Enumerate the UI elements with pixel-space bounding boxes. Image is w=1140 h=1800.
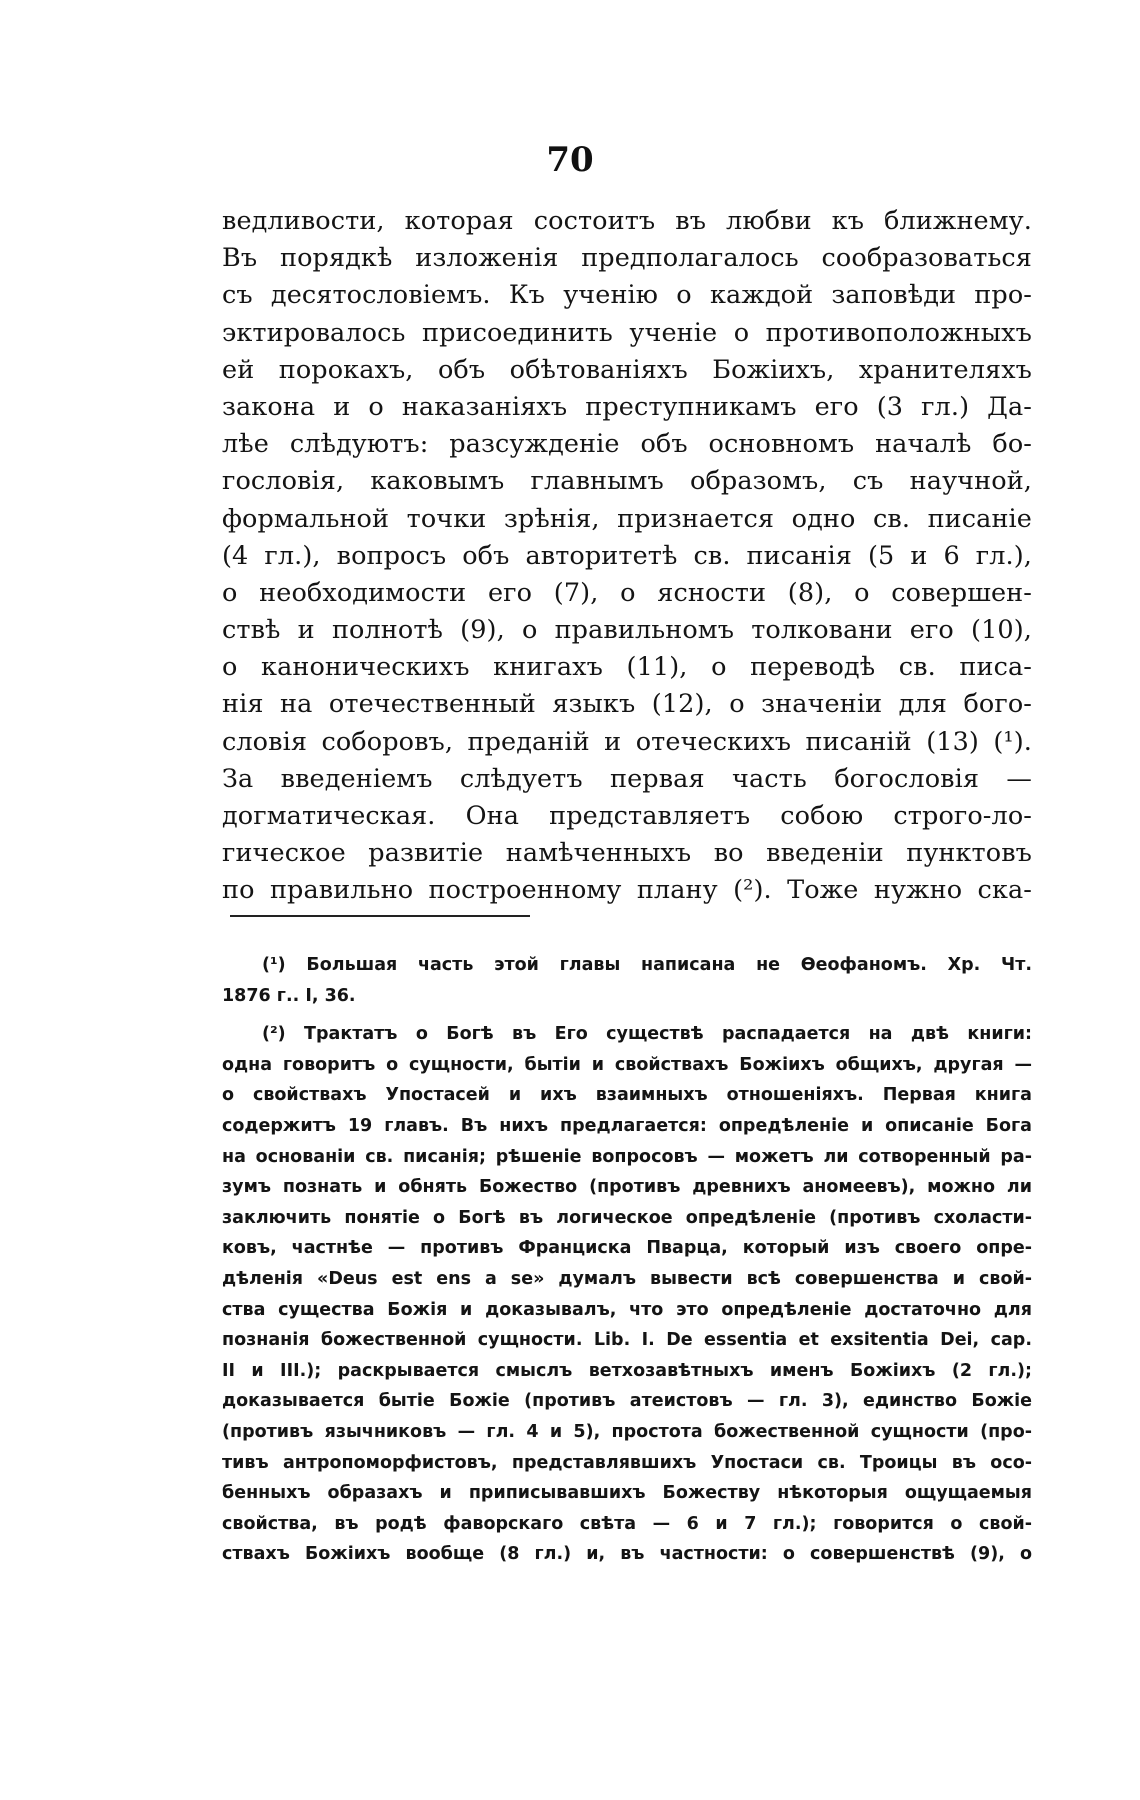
text-line: съ десятословіемъ. Къ ученію о каждой заповѣди про-	[222, 280, 1032, 311]
text-line: лѣе слѣдуютъ: разсужденіе объ основномъ началѣ бо-	[222, 429, 1032, 460]
footnote-line: о свойствахъ Упостасей и ихъ взаимныхъ отношеніяхъ. Первая книга	[222, 1085, 1032, 1106]
text-line: ведливости, которая состоитъ въ любви къ ближнему.	[222, 206, 1032, 236]
footnote-line: тивъ антропоморфистовъ, представлявшихъ Упостаси св. Троицы въ осо-	[222, 1452, 1032, 1473]
footnote-line: познанія божественной сущности. Lib. I. De essentia et exsitentia Dei, cap.	[222, 1330, 1032, 1351]
main-text	[222, 203, 1032, 910]
footnote-line: заключить понятіе о Богѣ въ логическое опредѣленіе (противъ схоласти-	[222, 1207, 1032, 1228]
text-line: догматическая. Она представляетъ собою строго-ло-	[222, 801, 1032, 831]
footnote-2	[222, 1019, 1032, 1570]
text-line: гическое развитіе намѣченныхъ во введеніи пунктовъ	[222, 838, 1032, 869]
text-line: эктировалось присоединить ученіе о противоположныхъ	[222, 317, 1032, 348]
text-line: формальной точки зрѣнія, признается одно св. писаніе	[222, 503, 1032, 534]
footnote-line: доказывается бытіе Божіе (противъ атеистовъ — гл. 3), единство Божіе	[222, 1391, 1032, 1412]
text-line: нія на отечественный языкъ (12), о значеніи для бого-	[222, 689, 1032, 720]
text-line: Въ порядкѣ изложенія предполагалось сообразоваться	[222, 243, 1032, 274]
footnote-line: на основаніи св. писанія; рѣшеніе вопросовъ — можетъ ли сотворенный ра-	[222, 1146, 1032, 1167]
footnote-line: ковъ, частнѣе — противъ Франциска Пварца, который изъ своего опре-	[222, 1238, 1032, 1259]
footnote-line: (¹) Большая часть этой главы написана не Ѳеофаномъ. Хр. Чт.	[262, 955, 1032, 975]
footnote-line: (²) Трактатъ о Богѣ въ Его существѣ распадается на двѣ книги:	[262, 1024, 1032, 1045]
footnote-line: ства существа Божія и доказывалъ, что это опредѣленіе достаточно для	[222, 1299, 1032, 1320]
text-line: гословія, каковымъ главнымъ образомъ, съ научной,	[222, 466, 1032, 497]
text-line: о необходимости его (7), о ясности (8), о совершен-	[222, 577, 1032, 608]
footnote-line: свойства, въ родѣ фаворскаго свѣта — 6 и 7 гл.); говорится о свой-	[222, 1513, 1032, 1534]
footnote-line: ствахъ Божіихъ вообще (8 гл.) и, въ частности: о совершенствѣ (9), о	[222, 1544, 1032, 1565]
footnote-1	[222, 950, 1032, 1011]
footnote-line: зумъ познать и обнять Божество (противъ древнихъ аномеевъ), можно ли	[222, 1177, 1032, 1198]
footnote-line: (противъ язычниковъ — гл. 4 и 5), простота божественной сущности (про-	[222, 1421, 1032, 1442]
text-line: За введеніемъ слѣдуетъ первая часть богословія —	[222, 763, 1032, 794]
text-line: словія соборовъ, преданій и отеческихъ писаній (13) (¹).	[222, 726, 1032, 757]
text-line: по правильно построенному плану (²). Тоже нужно ска-	[222, 875, 1032, 906]
text-line: закона и о наказаніяхъ преступникамъ его (3 гл.) Да-	[222, 391, 1032, 422]
footnote-line: дѣленія «Deus est ens a se» думалъ вывести всѣ совершенства и свой-	[222, 1268, 1032, 1289]
text-line: о каноническихъ книгахъ (11), о переводѣ св. писа-	[222, 652, 1032, 683]
footnote-line: 1876 г.. I, 36.	[222, 985, 356, 1006]
footnote-line: содержитъ 19 главъ. Въ нихъ предлагается: опредѣленіе и описаніе Бога	[222, 1115, 1032, 1136]
page-number: 70	[546, 140, 594, 180]
footnote-line: бенныхъ образахъ и приписывавшихъ Божеству нѣкоторыя ощущаемыя	[222, 1483, 1032, 1504]
text-line: ствѣ и полнотѣ (9), о правильномъ толковани его (10),	[222, 615, 1032, 646]
footnotes	[222, 950, 1032, 1570]
footnote-divider	[230, 915, 530, 917]
text-line: ей порокахъ, объ обѣтованіяхъ Божіихъ, хранителяхъ	[222, 354, 1032, 385]
footnote-line: II и III.); раскрывается смыслъ ветхозавѣтныхъ именъ Божіихъ (2 гл.);	[222, 1360, 1032, 1381]
footnote-line: одна говоритъ о сущности, бытіи и свойствахъ Божіихъ общихъ, другая —	[222, 1054, 1032, 1075]
text-line: (4 гл.), вопросъ объ авторитетѣ св. писанія (5 и 6 гл.),	[222, 540, 1032, 571]
